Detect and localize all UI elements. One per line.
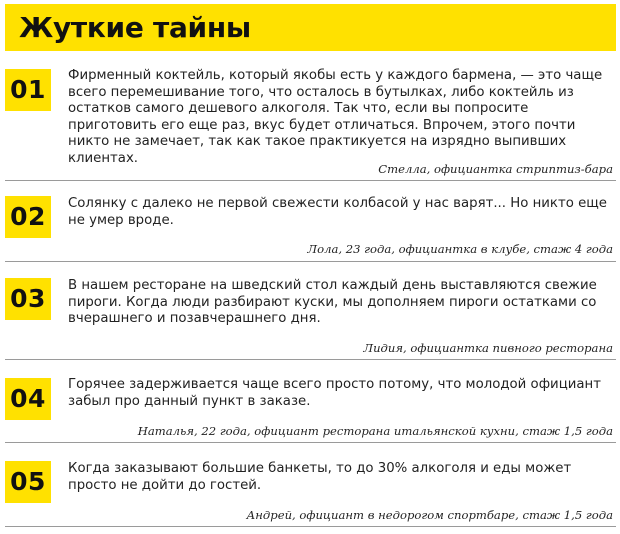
item-author: Наталья, 22 года, официант ресторана итальянской кухни, стаж 1,5 года bbox=[137, 424, 613, 438]
list-item bbox=[5, 374, 616, 444]
list-item bbox=[5, 458, 616, 528]
list-item bbox=[5, 275, 616, 361]
item-quote: В нашем ресторане на шведский стол каждый день выставляются свежие пироги. Когда люди разбирают куски, мы дополняем пироги остатками со вчерашнего и позавчерашнего дня. bbox=[68, 278, 597, 326]
title-bar bbox=[5, 4, 616, 51]
item-author: Андрей, официант в недорогом спортбаре, стаж 1,5 года bbox=[246, 508, 613, 522]
list-item bbox=[5, 193, 616, 263]
item-number-badge: 01 bbox=[5, 69, 51, 111]
divider bbox=[5, 180, 616, 181]
item-quote: Горячее задерживается чаще всего просто потому, что молодой официант забыл про данный пункт в заказе. bbox=[68, 377, 601, 409]
item-number-badge: 05 bbox=[5, 461, 51, 503]
item-author: Лола, 23 года, официантка в клубе, стаж 4 года bbox=[307, 242, 613, 256]
item-number-badge: 02 bbox=[5, 196, 51, 238]
item-number-badge: 03 bbox=[5, 278, 51, 320]
item-quote: Когда заказывают большие банкеты, то до 30% алкоголя и еды может просто не дойти до гостей. bbox=[68, 461, 572, 493]
divider bbox=[5, 526, 616, 527]
divider bbox=[5, 261, 616, 262]
item-number-badge: 04 bbox=[5, 378, 51, 420]
divider bbox=[5, 442, 616, 443]
divider bbox=[5, 359, 616, 360]
page-title: Жуткие тайны bbox=[19, 11, 251, 44]
item-author: Стелла, официантка стриптиз-бара bbox=[378, 162, 613, 176]
item-quote: Солянку с далеко не первой свежести колбасой у нас варят... Но никто еще не умер вроде. bbox=[68, 196, 607, 228]
item-author: Лидия, официантка пивного ресторана bbox=[363, 341, 613, 355]
item-quote: Фирменный коктейль, который якобы есть у каждого бармена, — это чаще всего перемешивание того, что осталось в бутылках, либо коктейль из остатков самого дешевого алкоголя. Так что, если вы попросите приготовить его еще раз, вкус будет отличаться. Впрочем, этого почти никто не замечает, так как такое практикуется на изрядно выпивших клиентах. bbox=[68, 68, 603, 166]
list-item bbox=[5, 66, 616, 182]
